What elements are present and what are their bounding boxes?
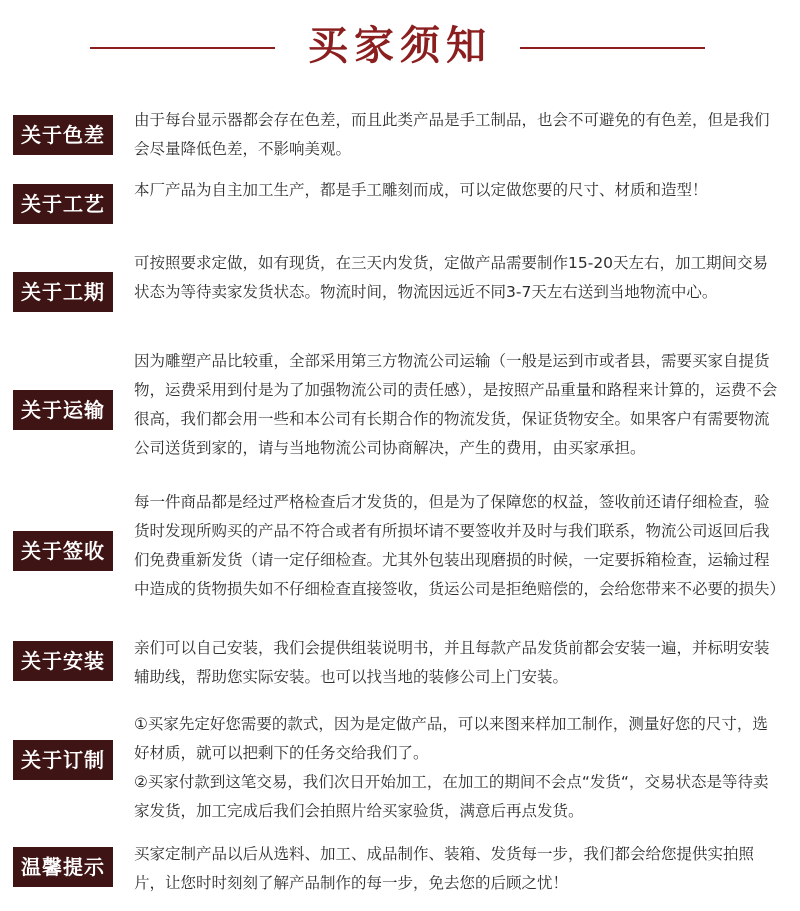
section-label: 关于订制 <box>13 740 113 780</box>
section-label: 关于工期 <box>13 272 113 312</box>
title-divider-right <box>520 47 705 49</box>
section-craftsmanship <box>0 174 800 238</box>
paragraph: 因为雕塑产品比较重，全部采用第三方物流公司运输（一般是运到市或者县，需要买家自提货物，运费采用到付是为了加强物流公司的责任感），是按照产品重量和路程来计算的，运费不会很高，我们都会用一些和本公司有长期合作的物流发货，保证货物安全。如果客户有需要物流公司送货到家的，请与当地物流公司协商解决，产生的费用，由买家承担。 <box>134 352 778 457</box>
paragraph: 每一件商品都是经过严格检查后才发货的，但是为了保障您的权益，签收前还请仔细检查，验货时发现所购买的产品不符合或者有所损坏请不要签收并及时与我们联系，物流公司返回后我们免费重新发货（请一定仔细检查。尤其外包装出现磨损的时候，一定要拆箱检查，运输过程中造成的货物损失如不仔细检查直接签收，货运公司是拒绝赔偿的，会给您带来不必要的损失） <box>134 493 786 598</box>
section-label: 关于工艺 <box>13 184 113 224</box>
paragraph: ②买家付款到这笔交易，我们次日开始加工，在加工的期间不会点“发货“，交易状态是等待卖家发货，加工完成后我们会拍照片给买家验货，满意后再点发货。 <box>134 773 769 820</box>
section-shipping <box>0 345 800 495</box>
paragraph: ①买家先定好您需要的款式，因为是定做产品，可以来图来样加工制作，测量好您的尺寸，选好材质，就可以把剩下的任务交给我们了。 <box>134 715 768 762</box>
section-text <box>134 347 782 463</box>
page-title: 买家须知 <box>308 22 492 69</box>
paragraph: 买家定制产品以后从选料、加工、成品制作、装箱、发货每一步，我们都会给您提供实拍照片，让您时时刻刻了解产品制作的每一步，免去您的后顾之忧！ <box>134 845 755 892</box>
section-receipt <box>0 486 800 626</box>
section-customization <box>0 708 800 826</box>
section-label: 关于运输 <box>13 390 113 430</box>
section-text <box>134 249 782 307</box>
section-text <box>134 488 786 604</box>
section-label: 关于色差 <box>13 115 113 155</box>
section-label: 关于签收 <box>13 531 113 571</box>
section-installation <box>0 632 800 696</box>
section-text <box>134 176 782 205</box>
header <box>0 0 800 90</box>
section-reminder <box>0 838 800 902</box>
section-text <box>134 840 782 898</box>
section-lead-time <box>0 247 800 337</box>
paragraph: 亲们可以自己安装，我们会提供组装说明书，并且每款产品发货前都会安装一遍，并标明安装辅助线，帮助您实际安装。也可以找当地的装修公司上门安装。 <box>134 639 770 686</box>
section-color-difference <box>0 104 800 168</box>
paragraph: 可按照要求定做，如有现货，在三天内发货，定做产品需要制作15-20天左右，加工期间交易状态为等待卖家发货状态。物流时间，物流因远近不同3-7天左右送到当地物流中心。 <box>134 254 769 301</box>
paragraph: 由于每台显示器都会存在色差，而且此类产品是手工制品，也会不可避免的有色差，但是我们会尽量降低色差，不影响美观。 <box>134 111 770 158</box>
section-text <box>134 710 782 826</box>
section-text <box>134 106 782 164</box>
section-text <box>134 634 782 692</box>
paragraph: 本厂产品为自主加工生产，都是手工雕刻而成，可以定做您要的尺寸、材质和造型！ <box>134 181 708 199</box>
section-label: 温馨提示 <box>13 847 113 887</box>
section-label: 关于安装 <box>13 641 113 681</box>
